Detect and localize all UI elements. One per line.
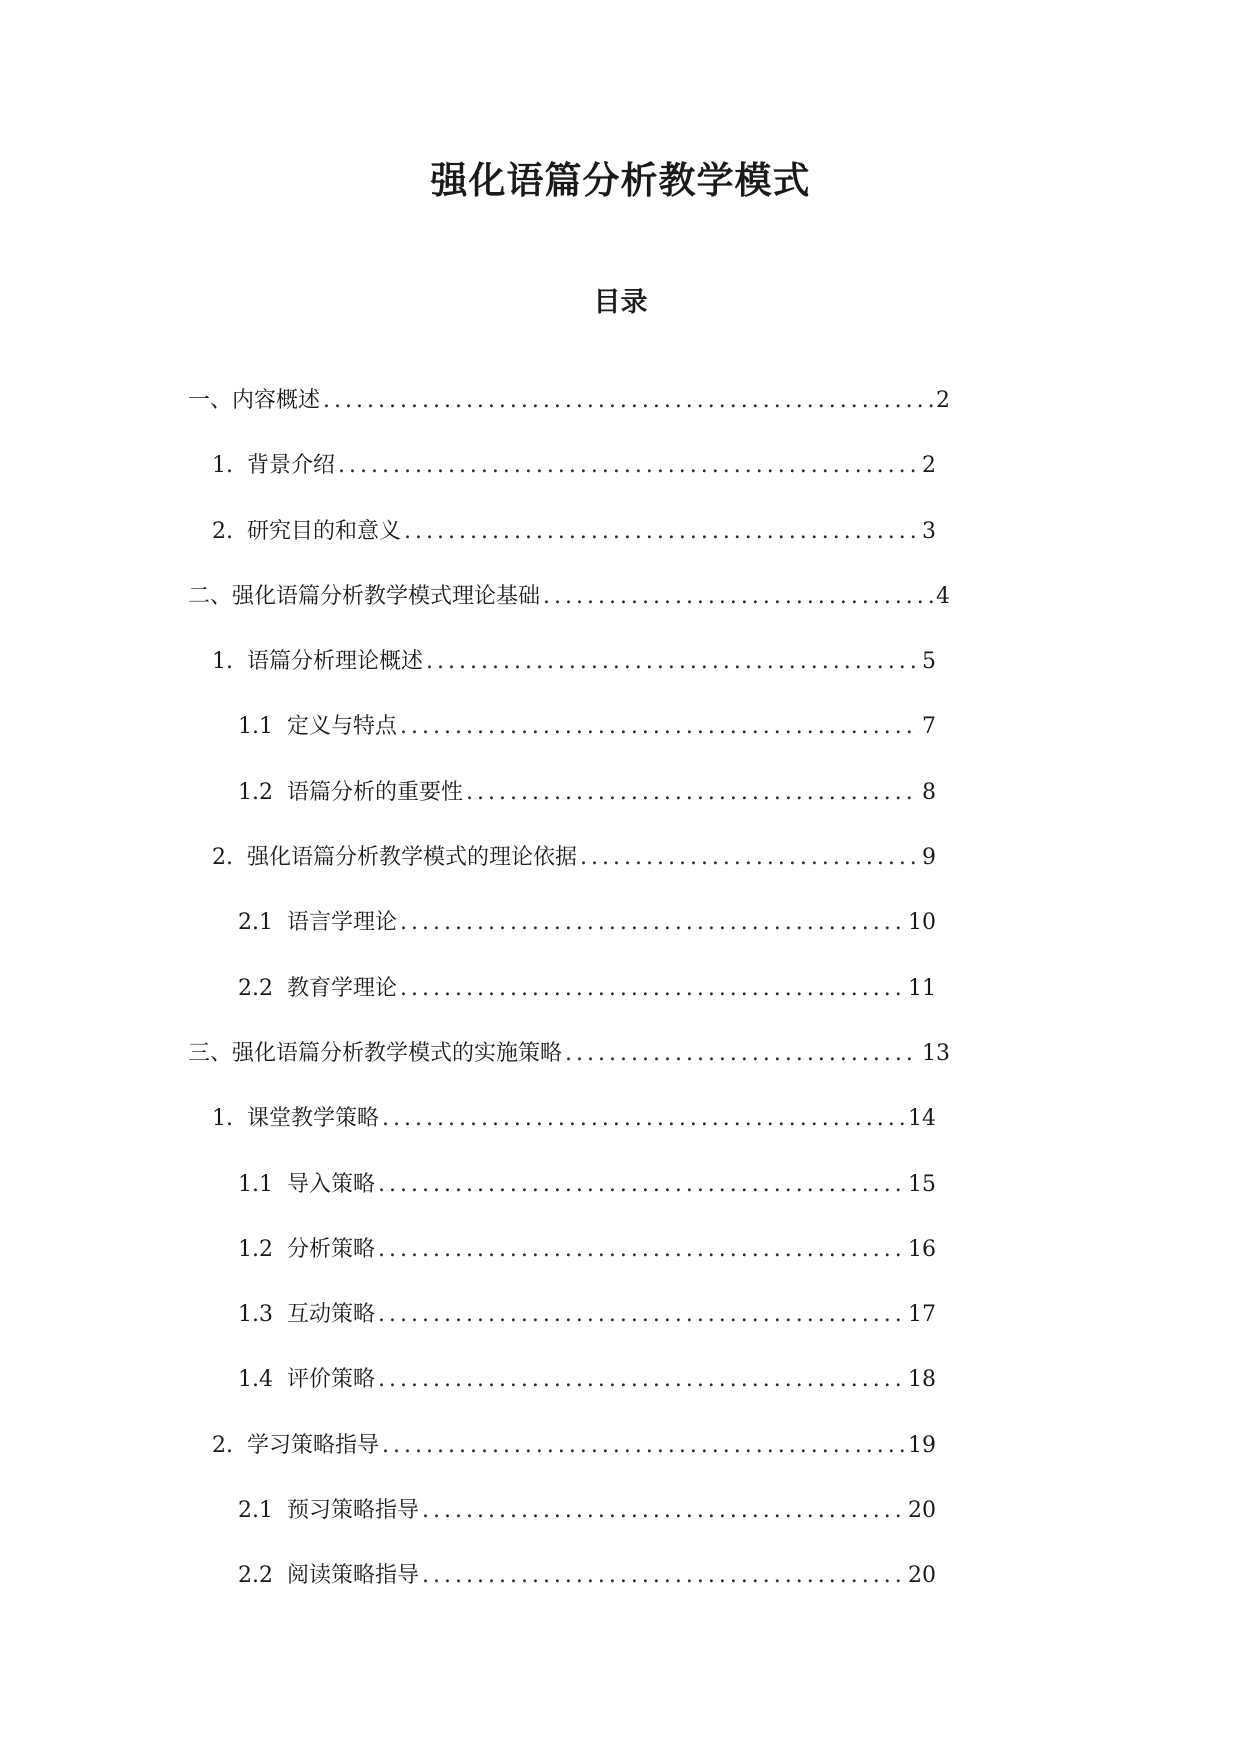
toc-dot-leader xyxy=(323,385,933,417)
toc-entry[interactable] xyxy=(188,581,950,646)
toc-entry-number: 1.1 xyxy=(238,1171,273,1197)
toc-entry[interactable] xyxy=(188,1430,936,1495)
toc-entry-title: 预习策略指导 xyxy=(287,1498,420,1524)
toc-entry-page: 7 xyxy=(922,714,936,740)
toc-entry-title: 导入策略 xyxy=(287,1171,376,1197)
toc-entry-number: 三、 xyxy=(188,1040,233,1066)
toc-entry-title: 强化语篇分析教学模式理论基础 xyxy=(232,583,541,609)
toc-entry-page: 16 xyxy=(908,1236,936,1262)
toc-entry-page: 15 xyxy=(908,1171,936,1197)
toc-entry-number: 1.4 xyxy=(238,1367,273,1393)
document-title: 强化语篇分析教学模式 xyxy=(430,158,811,202)
toc-entry-number: 1. xyxy=(212,1106,233,1132)
table-of-contents xyxy=(188,385,950,1626)
toc-entry[interactable] xyxy=(188,973,936,1038)
toc-entry[interactable] xyxy=(188,907,936,972)
toc-entry[interactable] xyxy=(188,385,950,450)
toc-entry[interactable] xyxy=(188,711,936,776)
toc-entry-number: 2. xyxy=(212,845,233,871)
toc-entry-page: 9 xyxy=(922,845,936,871)
toc-entry-number: 1.2 xyxy=(238,1236,273,1262)
toc-entry[interactable] xyxy=(188,842,936,907)
toc-dot-leader xyxy=(426,646,919,678)
toc-entry-number: 2.2 xyxy=(238,1563,273,1589)
toc-entry-title: 分析策略 xyxy=(287,1236,376,1262)
toc-entry-title: 课堂教学策略 xyxy=(247,1106,380,1132)
toc-dot-leader xyxy=(338,450,919,482)
toc-entry[interactable] xyxy=(188,450,936,515)
toc-entry-page: 18 xyxy=(908,1367,936,1393)
toc-entry-number: 2.1 xyxy=(238,1498,273,1524)
toc-entry-number: 1.2 xyxy=(238,779,273,805)
toc-entry-title: 评价策略 xyxy=(287,1367,376,1393)
toc-entry-page: 14 xyxy=(908,1106,936,1132)
toc-entry-title: 强化语篇分析教学模式的理论依据 xyxy=(247,845,578,871)
toc-dot-leader xyxy=(400,973,905,1005)
toc-entry-page: 2 xyxy=(922,453,936,479)
toc-entry-page: 8 xyxy=(922,779,936,805)
toc-entry-title: 语篇分析的重要性 xyxy=(287,779,464,805)
toc-entry-page: 20 xyxy=(908,1563,936,1589)
toc-entry[interactable] xyxy=(188,1234,936,1299)
toc-dot-leader xyxy=(378,1299,905,1331)
toc-entry[interactable] xyxy=(188,1038,950,1103)
toc-entry-title: 内容概述 xyxy=(232,388,321,413)
toc-dot-leader xyxy=(565,1038,919,1070)
toc-entry-page: 2 xyxy=(936,388,950,413)
toc-entry-title: 语篇分析理论概述 xyxy=(247,649,424,675)
toc-entry-page: 19 xyxy=(908,1432,936,1458)
toc-entry[interactable] xyxy=(188,1169,936,1234)
toc-entry-title: 定义与特点 xyxy=(287,714,398,740)
toc-entry-number: 1. xyxy=(212,453,233,479)
toc-entry-number: 1.3 xyxy=(238,1302,273,1328)
toc-entry[interactable] xyxy=(188,646,936,711)
toc-entry-page: 4 xyxy=(936,583,950,609)
toc-dot-leader xyxy=(400,711,919,743)
toc-entry-page: 20 xyxy=(908,1498,936,1524)
toc-dot-leader xyxy=(422,1560,905,1592)
toc-entry-number: 2. xyxy=(212,1432,233,1458)
toc-entry-number: 2. xyxy=(212,518,233,544)
toc-entry[interactable] xyxy=(188,777,936,842)
toc-entry-title: 研究目的和意义 xyxy=(247,518,402,544)
toc-dot-leader xyxy=(580,842,919,874)
toc-entry-page: 11 xyxy=(908,975,936,1001)
toc-dot-leader xyxy=(378,1234,905,1266)
toc-dot-leader xyxy=(382,1103,905,1135)
toc-dot-leader xyxy=(378,1169,905,1201)
toc-entry[interactable] xyxy=(188,516,936,581)
toc-entry-number: 1. xyxy=(212,649,233,675)
toc-entry[interactable] xyxy=(188,1103,936,1168)
toc-entry[interactable] xyxy=(188,1299,936,1364)
toc-dot-leader xyxy=(543,581,933,613)
toc-entry-title: 语言学理论 xyxy=(287,910,398,936)
toc-entry-title: 背景介绍 xyxy=(247,453,336,479)
toc-entry-number: 一、 xyxy=(188,388,233,413)
toc-entry-number: 2.1 xyxy=(238,910,273,936)
toc-entry-title: 互动策略 xyxy=(287,1302,376,1328)
toc-entry-page: 17 xyxy=(908,1302,936,1328)
toc-dot-leader xyxy=(404,516,919,548)
toc-entry-title: 教育学理论 xyxy=(287,975,398,1001)
toc-entry-number: 2.2 xyxy=(238,975,273,1001)
toc-entry-page: 3 xyxy=(922,518,936,544)
toc-heading: 目录 xyxy=(593,287,648,318)
toc-entry-title: 学习策略指导 xyxy=(247,1432,380,1458)
toc-entry-page: 10 xyxy=(908,910,936,936)
toc-dot-leader xyxy=(378,1364,905,1396)
toc-entry-number: 二、 xyxy=(188,583,233,609)
toc-entry[interactable] xyxy=(188,1364,936,1429)
toc-entry-number: 1.1 xyxy=(238,714,273,740)
toc-dot-leader xyxy=(466,777,919,809)
toc-entry-page: 5 xyxy=(922,649,936,675)
toc-dot-leader xyxy=(400,907,905,939)
toc-dot-leader xyxy=(382,1430,905,1462)
toc-entry-title: 强化语篇分析教学模式的实施策略 xyxy=(232,1040,563,1066)
toc-entry-page: 13 xyxy=(922,1040,950,1066)
toc-entry[interactable] xyxy=(188,1495,936,1560)
toc-dot-leader xyxy=(422,1495,905,1527)
toc-entry[interactable] xyxy=(188,1560,936,1625)
toc-entry-title: 阅读策略指导 xyxy=(287,1563,420,1589)
